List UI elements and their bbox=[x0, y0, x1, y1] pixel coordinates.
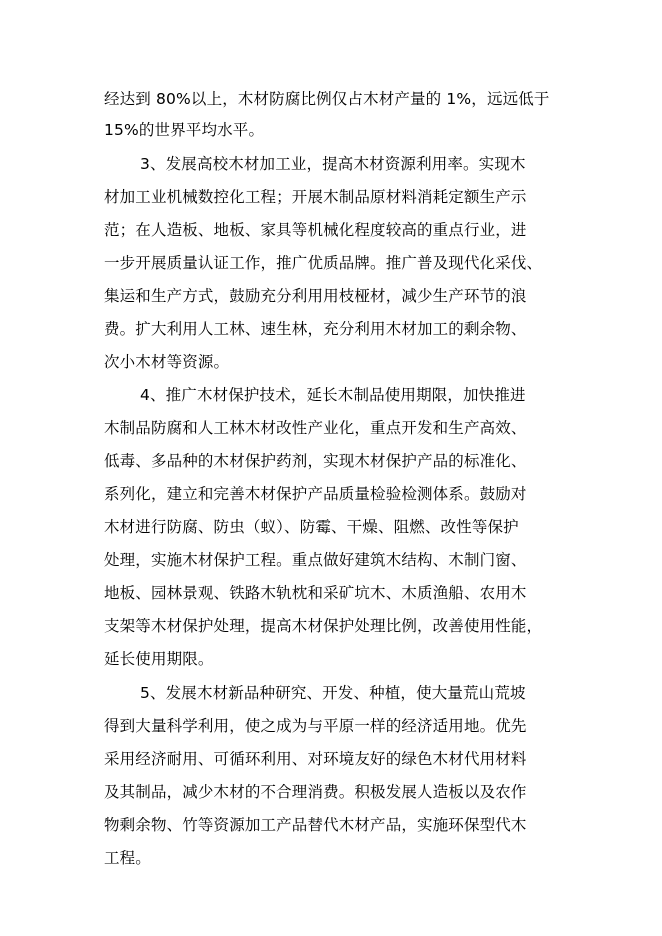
text-line: 3、发展高校木材加工业，提高木材资源利用率。实现木 bbox=[140, 155, 526, 173]
text-line: 次小木材等资源。 bbox=[104, 353, 230, 371]
text-line: 采用经济耐用、可循环利用、对环境友好的绿色木材代用材料 bbox=[104, 750, 527, 768]
text-line: 范；在人造板、地板、家具等机械化程度较高的重点行业，进 bbox=[104, 221, 527, 239]
text-line: 木材进行防腐、防虫（蚁）、防霉、干燥、阻燃、改性等保护 bbox=[104, 518, 519, 536]
text-line: 集运和生产方式，鼓励充分利用用枝桠材，减少生产环节的浪 bbox=[104, 287, 527, 305]
text-line: 支架等木材保护处理，提高木材保护处理比例，改善使用性能， bbox=[104, 617, 543, 635]
text-line: 及其制品，减少木材的不合理消费。积极发展人造板以及农作 bbox=[104, 783, 527, 801]
text-line: 处理，实施木材保护工程。重点做好建筑木结构、木制门窗、 bbox=[104, 551, 527, 569]
text-line: 费。扩大利用人工林、速生林，充分利用木材加工的剩余物、 bbox=[104, 320, 527, 338]
text-line: 工程。 bbox=[104, 849, 151, 867]
text-line: 延长使用期限。 bbox=[104, 650, 214, 668]
text-line: 物剩余物、竹等资源加工产品替代木材产品，实施环保型代木 bbox=[104, 816, 527, 834]
text-line: 低毒、多品种的木材保护药剂，实现木材保护产品的标准化、 bbox=[104, 452, 527, 470]
text-line: 木制品防腐和人工林木材改性产业化，重点开发和生产高效、 bbox=[104, 419, 527, 437]
text-line: 地板、园林景观、铁路木轨枕和采矿坑木、木质渔船、农用木 bbox=[104, 584, 527, 602]
text-line: 5、发展木材新品种研究、开发、种植，使大量荒山荒坡 bbox=[140, 684, 526, 702]
text-line: 15%的世界平均水平。 bbox=[104, 121, 265, 139]
text-line: 经达到 80%以上，木材防腐比例仅占木材产量的 1%，远远低于 bbox=[104, 90, 550, 108]
text-line: 一步开展质量认证工作，推广优质品牌。推广普及现代化采伐、 bbox=[104, 254, 543, 272]
text-line: 4、推广木材保护技术，延长木制品使用期限，加快推进 bbox=[140, 386, 526, 404]
text-line: 材加工业机械数控化工程；开展木制品原材料消耗定额生产示 bbox=[104, 188, 527, 206]
text-line: 系列化，建立和完善木材保护产品质量检验检测体系。鼓励对 bbox=[104, 485, 527, 503]
text-line: 得到大量科学利用，使之成为与平原一样的经济适用地。优先 bbox=[104, 717, 527, 735]
